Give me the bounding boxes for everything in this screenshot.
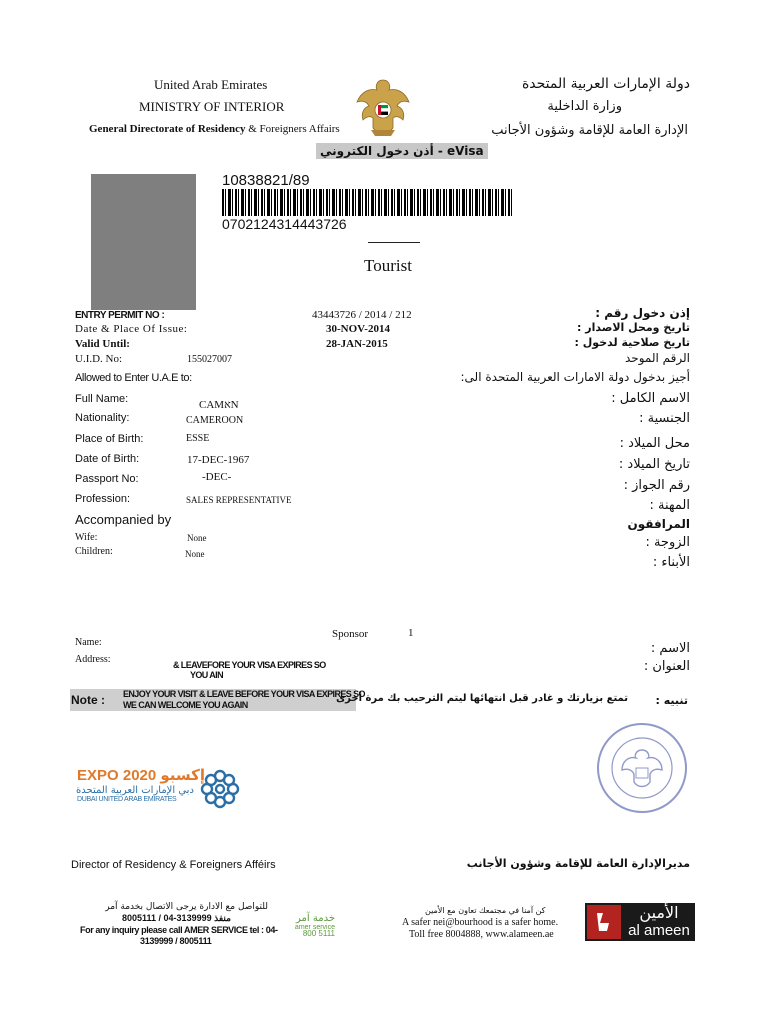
country-ar: دولة الإمارات العربية المتحدة bbox=[521, 76, 690, 92]
inquiry-en2: 3139999 / 8005111 bbox=[140, 936, 212, 946]
amer-en: amer service bbox=[294, 924, 335, 931]
allowed-label: Allowed to Enter U.A.E to: bbox=[75, 372, 192, 384]
directorate-en bbox=[89, 123, 340, 135]
alameen-icon bbox=[587, 905, 621, 939]
applicant-photo bbox=[91, 174, 196, 310]
evisa-label: eVisa - أذن دخول الكتروني bbox=[316, 143, 488, 159]
barcode-number: 0702124314443726 bbox=[222, 216, 347, 232]
visa-type: Tourist bbox=[364, 256, 412, 275]
expo-title-ar: إكسبو bbox=[160, 766, 206, 784]
note-label: Note : bbox=[71, 693, 105, 707]
entry-permit-ar: إذن دخول رقم : bbox=[595, 306, 690, 320]
safer-en: A safer nei@bourhood is a safer home. bbox=[402, 917, 559, 928]
inquiry-en1: For any inquiry please call AMER SERVICE tel : 04- bbox=[80, 925, 278, 935]
barcode bbox=[222, 189, 514, 216]
note-ar-label: تنبيه : bbox=[655, 694, 688, 707]
accompanied-ar: المرافقون bbox=[627, 517, 690, 531]
inquiry-ar2: 8005111 / 04-3139999 منفذ bbox=[122, 913, 231, 923]
pob-value: ESSE bbox=[186, 433, 210, 444]
accompanied-label: Accompanied by bbox=[75, 512, 172, 527]
toll-free: Toll free 8004888, www.alameen.ae bbox=[409, 929, 554, 940]
passport-label: Passport No: bbox=[75, 473, 139, 485]
expo-title-en: EXPO 2020 bbox=[77, 767, 157, 784]
date-place-value: 30-NOV-2014 bbox=[326, 323, 390, 335]
nationality-ar: الجنسية : bbox=[639, 411, 690, 426]
ministry-en: MINISTRY OF INTERIOR bbox=[139, 99, 285, 114]
pob-ar: محل الميلاد : bbox=[619, 436, 690, 451]
safer-ar: كن آمنا في مجتمعك تعاون مع الأمين bbox=[425, 906, 546, 915]
entry-permit-label: ENTRY PERMIT NO : bbox=[75, 310, 165, 321]
sponsor-name-ar: الاسم : bbox=[650, 641, 690, 656]
directorate-ar: الإدارة العامة للإقامة وشؤون الأجانب bbox=[491, 123, 688, 138]
alameen-logo bbox=[585, 903, 695, 941]
date-place-label: Date & Place Of Issue: bbox=[75, 323, 188, 335]
full-name-value: CAMאN bbox=[199, 399, 239, 411]
sponsor-address-line2: YOU AIN bbox=[190, 670, 223, 680]
sponsor-name-label: Name: bbox=[75, 637, 102, 648]
profession-ar: المهنة : bbox=[649, 498, 690, 513]
sponsor-title: Sponsor bbox=[332, 628, 369, 640]
valid-until-ar: تاريخ صلاحية لدخول : bbox=[574, 336, 690, 349]
barcode-top-number: 10838821/89 bbox=[222, 172, 310, 189]
full-name-ar: الاسم الكامل : bbox=[611, 391, 690, 406]
uid-ar: الرقم الموحد bbox=[625, 351, 690, 365]
passport-ar: رقم الجواز : bbox=[623, 478, 690, 493]
inquiry-ar1: للتواصل مع الادارة يرجى الاتصال بخدمة آمر bbox=[105, 902, 268, 912]
wife-ar: الزوجة : bbox=[645, 535, 690, 550]
alameen-ar: الأمين bbox=[639, 903, 679, 922]
uid-label: U.I.D. No: bbox=[75, 353, 123, 365]
expo-sub-ar: دبي الإمارات العربية المتحدة bbox=[76, 785, 194, 796]
date-place-ar: تاريخ ومحل الاصدار : bbox=[577, 321, 690, 334]
allowed-ar: أجيز بدخول دولة الامارات العربية المتحدة الى: bbox=[460, 370, 690, 384]
dob-label: Date of Birth: bbox=[75, 453, 140, 465]
note-line2: WE CAN WELCOME YOU AGAIN bbox=[123, 700, 248, 710]
wife-value: None bbox=[187, 533, 207, 543]
pob-label: Place of Birth: bbox=[75, 433, 144, 445]
profession-label: Profession: bbox=[75, 493, 131, 505]
sponsor-address-line1: & LEAVEFORE YOUR VISA EXPIRES SO bbox=[173, 660, 326, 670]
nationality-label: Nationality: bbox=[75, 412, 130, 424]
country-en: United Arab Emirates bbox=[154, 77, 268, 92]
sponsor-number: 1 bbox=[408, 627, 414, 639]
valid-until-value: 28-JAN-2015 bbox=[326, 338, 388, 350]
amer-phone: 800 5111 bbox=[302, 929, 335, 938]
directorate-rest: & Foreigners Affairs bbox=[248, 123, 340, 135]
sponsor-address-label: Address: bbox=[75, 654, 111, 665]
amer-ar: خدمة آمر bbox=[296, 913, 335, 924]
visa-type-rule bbox=[368, 242, 420, 243]
expo-title bbox=[77, 766, 205, 784]
full-name-label: Full Name: bbox=[75, 393, 129, 405]
expo-sub-en: DUBAI UNITED ARAB EMIRATES bbox=[77, 796, 177, 803]
director-ar: مديرالإدارة العامة للإقامة وشؤون الأجانب bbox=[466, 857, 690, 870]
official-stamp bbox=[594, 720, 690, 816]
entry-permit-value: 43443726 / 2014 / 212 bbox=[312, 309, 412, 321]
note-ar-text: تمتع بزيارتك و غادر قبل انتهائها ليتم الترحيب بك مرة أخرى bbox=[336, 693, 628, 704]
ministry-ar: وزارة الداخلية bbox=[547, 99, 622, 114]
amer-logo bbox=[285, 913, 335, 939]
directorate-bold: General Directorate of Residency bbox=[89, 123, 246, 135]
director-en: Director of Residency & Foreigners Afféirs bbox=[71, 859, 276, 871]
children-value: None bbox=[185, 549, 205, 559]
expo-logo-icon bbox=[198, 767, 242, 811]
note-line1: ENJOY YOUR VISIT & LEAVE BEFORE YOUR VISA EXPIRES SO bbox=[123, 689, 365, 699]
uae-eagle-emblem bbox=[355, 74, 411, 140]
dob-ar: تاريخ الميلاد : bbox=[618, 457, 690, 472]
uid-value: 155027007 bbox=[187, 354, 232, 365]
nationality-value: CAMEROON bbox=[186, 415, 244, 426]
profession-value: SALES REPRESENTATIVE bbox=[186, 495, 292, 505]
alameen-en: al ameen bbox=[628, 922, 690, 939]
valid-until-label: Valid Until: bbox=[75, 338, 130, 350]
passport-value: -DEC- bbox=[202, 471, 232, 483]
children-label: Children: bbox=[75, 546, 113, 557]
sponsor-address-ar: العنوان : bbox=[643, 659, 690, 674]
children-ar: الأبناء : bbox=[652, 555, 690, 570]
dob-value: 17-DEC-1967 bbox=[187, 454, 250, 466]
wife-label: Wife: bbox=[75, 532, 98, 543]
